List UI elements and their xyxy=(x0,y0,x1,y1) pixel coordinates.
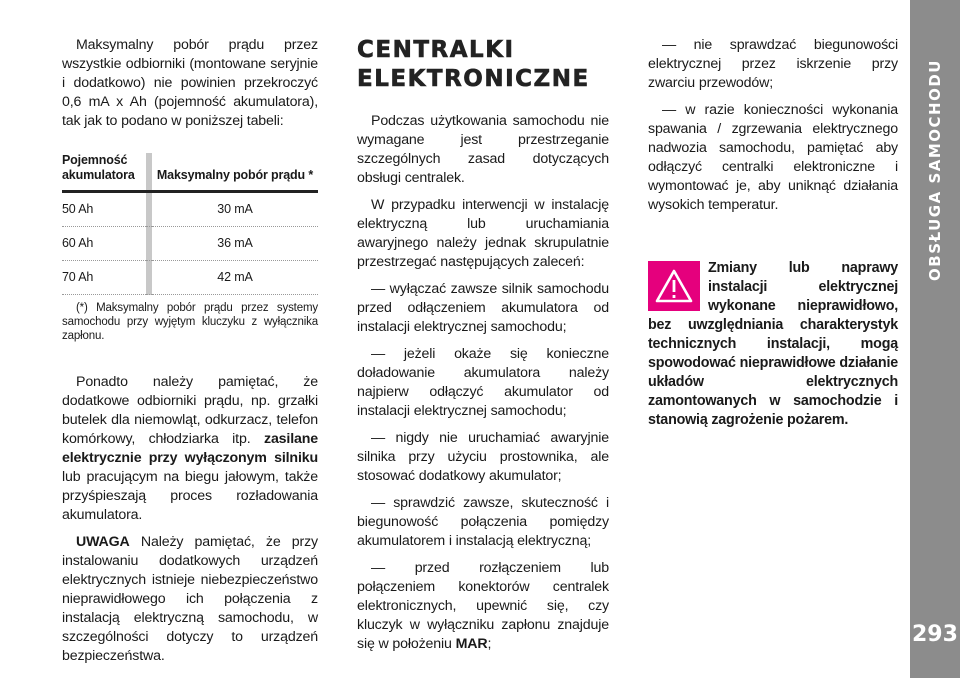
section-label: OBSŁUGA SAMOCHODU xyxy=(926,59,944,281)
list-item xyxy=(357,559,609,654)
table-row xyxy=(62,261,318,295)
list-item: — jeżeli okaże się konieczne doładowanie akumulatora należy najpierw odłączyć akumulator od instalacji elektrycznej samochodu; xyxy=(357,346,609,419)
warning-box xyxy=(648,259,898,430)
list-item: — sprawdzić zawsze, skuteczność i biegunowość połączenia pomiędzy akumulatorem i instalacją elektryczną; xyxy=(357,495,609,549)
list-item: — wyłączać zawsze silnik samochodu przed odłączeniem akumulatora od instalacji elektrycznej samochodu; xyxy=(357,281,609,335)
table-cell-current: 30 mA xyxy=(152,192,318,227)
battery-current-table xyxy=(62,153,318,295)
warning-triangle-icon xyxy=(648,261,700,311)
table-cell-current: 36 mA xyxy=(152,227,318,261)
section-title-line: CENTRALKI xyxy=(357,37,515,63)
list-item-text: ; xyxy=(487,636,492,652)
paragraph: W przypadku interwencji w instalację elektryczną lub uruchamiania awaryjnego należy jednak skrupulatnie przestrzegać następujących zaleceń: xyxy=(357,197,609,270)
warning-text: Zmiany lub naprawy instalacji elektrycznej wykonane nieprawidłowo, bez uwzględniania charakterystyk technicznych instalacji, mogą spowodować nieprawidłowe działanie układów elektrycznych zamontowanych w samochodzie i stanowią zagrożenie pożarem. xyxy=(648,260,898,428)
table-cell-capacity: 70 Ah xyxy=(62,261,146,295)
table-row xyxy=(62,227,318,261)
sidebar-label-wrap xyxy=(910,20,960,320)
column-middle xyxy=(357,36,609,662)
table-cell-capacity: 50 Ah xyxy=(62,192,146,227)
key-position-label: MAR xyxy=(455,636,488,652)
paragraph-emphasis: zasilane elektrycznie przy wyłączonym silniku xyxy=(62,431,319,466)
list-item-text: — przed rozłączeniem lub połączeniem konektorów centralek elektronicznych, upewnić się, czy kluczyk w wyłączniku zapłonu znajduje się w położeniu xyxy=(357,560,609,652)
table-cell-capacity: 60 Ah xyxy=(62,227,146,261)
uwaga-paragraph xyxy=(62,533,318,666)
section-sidebar xyxy=(910,0,960,678)
paragraph-text: lub pracującym na biegu jałowym, także przyśpieszają proces rozładowania akumulatora. xyxy=(62,469,318,523)
table-header-capacity: Pojemność akumulatora xyxy=(62,153,135,182)
intro-paragraph: Maksymalny pobór prądu przez wszystkie odbiorniki (montowane seryjnie i dodatkowo) nie powinien przekroczyć 0,6 mA x Ah (pojemność akumulatora), tak jak to podano w poniższej tabeli: xyxy=(62,37,318,129)
page-number: 293 xyxy=(912,622,958,647)
column-right xyxy=(648,36,898,430)
paragraph: Podczas użytkowania samochodu nie wymagane jest przestrzeganie szczególnych zasad dotyczących obsługi centralek. xyxy=(357,113,609,186)
section-title-line: ELEKTRONICZNE xyxy=(357,66,590,92)
list-item: — w razie konieczności wykonania spawania / zgrzewania elektrycznego nadwozia samochodu, pamiętać aby odłączyć centralki elektroniczne i wymontować je, aby uniknąć działania wysokich temperatur. xyxy=(648,102,898,213)
table-row xyxy=(62,192,318,227)
uwaga-text: Należy pamiętać, że przy instalowaniu dodatkowych urządzeń elektrycznych istnieje niebezpieczeństwo nieprawidłowego ich połączenia z instalacją elektryczną samochodu, w szczególności dotyczy to urządzeń bezpieczeństwa. xyxy=(62,534,319,664)
uwaga-label: UWAGA xyxy=(76,534,130,550)
table-footnote: (*) Maksymalny pobór prądu przez systemy samochodu przy wyjętym kluczyku z wyłącznika zapłonu. xyxy=(62,302,318,342)
additional-consumers-paragraph xyxy=(62,373,318,525)
section-title xyxy=(357,36,609,94)
list-item: — nigdy nie uruchamiać awaryjnie silnika przy użyciu prostownika, ale stosować dodatkowy akumulator; xyxy=(357,430,609,484)
table-header-current: Maksymalny pobór prądu * xyxy=(156,168,314,182)
paragraph-text: Ponadto należy pamiętać, że dodatkowe odbiorniki prądu, np. grzałki butelek dla niemowląt, odkurzacz, telefon komórkowy, chłodziarka itp. xyxy=(62,374,318,447)
table-cell-current: 42 mA xyxy=(152,261,318,295)
list-item: — nie sprawdzać biegunowości elektrycznej przez iskrzenie przy zwarciu przewodów; xyxy=(648,37,898,91)
column-left xyxy=(62,36,318,674)
